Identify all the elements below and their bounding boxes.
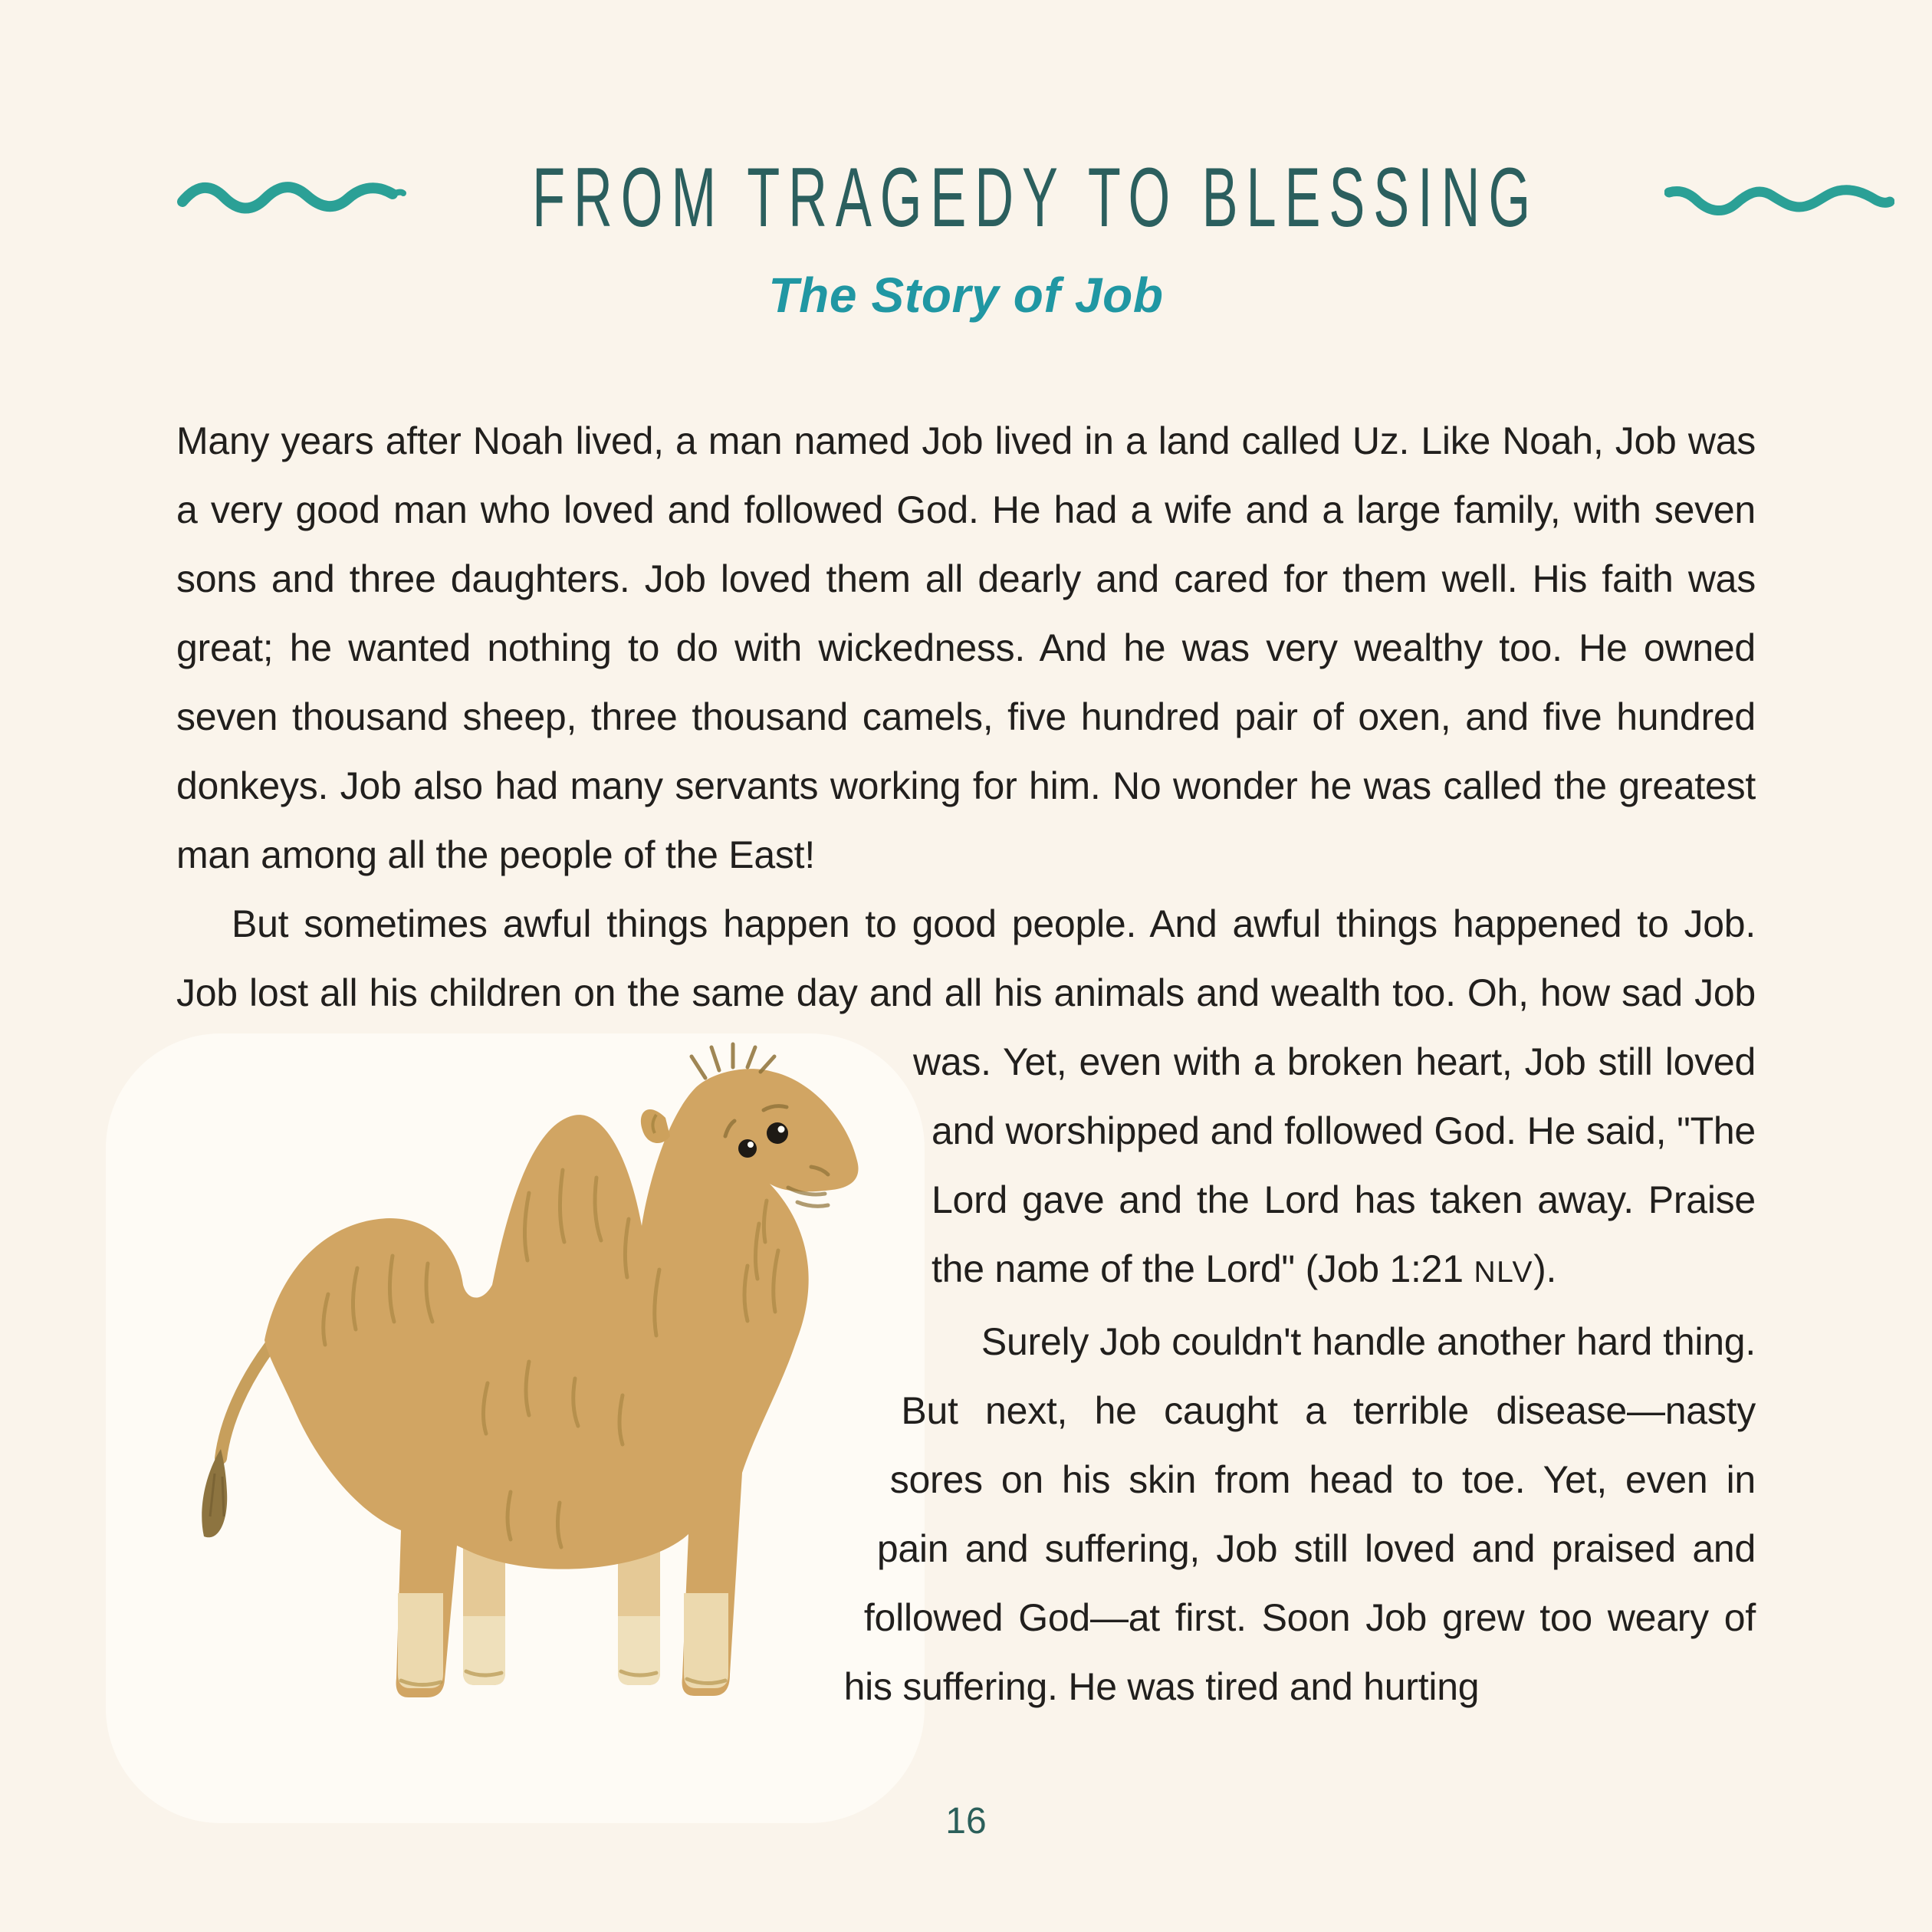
verse-reference-close: ). [1533, 1247, 1557, 1290]
page-title: FROM TRAGEDY TO BLESSING [532, 150, 1539, 245]
paragraph-2 [176, 889, 1756, 1307]
squiggle-left-icon [176, 171, 406, 225]
verse-reference: (Job 1:21 [1305, 1247, 1474, 1290]
verse-translation: NLV [1474, 1256, 1534, 1289]
chapter-subtitle: The Story of Job [768, 268, 1164, 323]
story-text [176, 406, 1756, 1721]
paragraph-2-wrap: how sad Job was. Yet, even with a broken heart, Job still loved and worshipped and followed God. He said, "The Lord gave and the Lord has taken away. Praise the name of the Lord" [912, 971, 1756, 1290]
chapter-header [176, 152, 1756, 244]
paragraph-3: Surely Job couldn't handle another hard thing. But next, he caught a terrible disease—nasty sores on his skin from head to toe. Yet, even in pain and suffering, Job still loved and praised and followed God—at first. Soon Job grew too weary of his suffering. He was tired and hurting [843, 1320, 1756, 1708]
paragraph-1: Many years after Noah lived, a man named Job lived in a land called Uz. Like Noah, Job was a very good man who loved and followed God. He had a wife and a large family, with seven sons and three daughters. Job loved them all dearly and cared for them well. His faith was great; he wanted nothing to do with wickedness. And he was very wealthy too. He owned seven thousand sheep, three thousand camels, five hundred pair of oxen, and five hundred donkeys. Job also had many servants working for him. No wonder he was called the greatest man among all the people of the East! [176, 419, 1756, 876]
page-number: 16 [945, 1801, 987, 1842]
camel-illustration [100, 1032, 932, 1831]
paragraph-2-intro: But sometimes awful things happen to good people. And awful things happened to Job. Job lost all his children on the same day and all his animals and wealth too. Oh, [176, 902, 1756, 1014]
squiggle-right-icon [1664, 171, 1894, 225]
